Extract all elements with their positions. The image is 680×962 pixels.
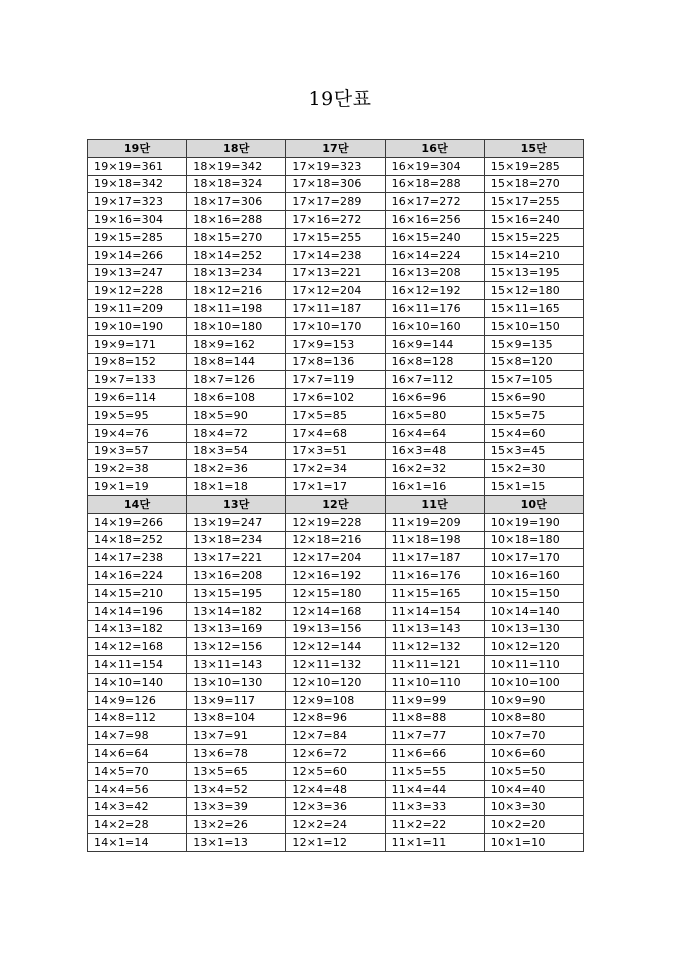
table-cell: 18×5=90	[187, 406, 286, 424]
table-cell: 11×10=110	[385, 673, 484, 691]
table-cell: 14×14=196	[88, 602, 187, 620]
table-cell: 15×6=90	[484, 389, 583, 407]
table-cell: 10×12=120	[484, 638, 583, 656]
table-cell: 19×5=95	[88, 406, 187, 424]
table-cell: 12×18=216	[286, 531, 385, 549]
table-cell: 10×11=110	[484, 656, 583, 674]
table-cell: 17×19=323	[286, 157, 385, 175]
table-cell: 16×2=32	[385, 460, 484, 478]
table-row	[88, 211, 584, 229]
table-row	[88, 762, 584, 780]
table-row	[88, 335, 584, 353]
table-row	[88, 193, 584, 211]
table-cell: 14×9=126	[88, 691, 187, 709]
table-cell: 16×6=96	[385, 389, 484, 407]
table-cell: 15×2=30	[484, 460, 583, 478]
table-row	[88, 780, 584, 798]
table-cell: 13×16=208	[187, 567, 286, 585]
table-cell: 19×1=19	[88, 478, 187, 496]
table-cell: 13×1=13	[187, 834, 286, 852]
table-cell: 17×12=204	[286, 282, 385, 300]
table-cell: 18×3=54	[187, 442, 286, 460]
table-row	[88, 228, 584, 246]
table-cell: 15×13=195	[484, 264, 583, 282]
table-cell: 15×15=225	[484, 228, 583, 246]
table-cell: 10×5=50	[484, 762, 583, 780]
table-row	[88, 745, 584, 763]
table-cell: 13×17=221	[187, 549, 286, 567]
table-row	[88, 371, 584, 389]
table-cell: 12×11=132	[286, 656, 385, 674]
table-cell: 13×10=130	[187, 673, 286, 691]
table-cell: 14×18=252	[88, 531, 187, 549]
table-cell: 11×9=99	[385, 691, 484, 709]
table-cell: 14×5=70	[88, 762, 187, 780]
table-cell: 11×2=22	[385, 816, 484, 834]
table-row	[88, 353, 584, 371]
table-cell: 10×19=190	[484, 513, 583, 531]
table-cell: 15×10=150	[484, 317, 583, 335]
table-cell: 15×11=165	[484, 300, 583, 318]
table-cell: 12×19=228	[286, 513, 385, 531]
table-cell: 10×15=150	[484, 584, 583, 602]
table-cell: 17×11=187	[286, 300, 385, 318]
table-cell: 15×1=15	[484, 478, 583, 496]
table-cell: 12×14=168	[286, 602, 385, 620]
table-cell: 12×6=72	[286, 745, 385, 763]
table-row	[88, 602, 584, 620]
table-cell: 14×15=210	[88, 584, 187, 602]
table-cell: 19×4=76	[88, 424, 187, 442]
table-cell: 18×13=234	[187, 264, 286, 282]
table-cell: 14×2=28	[88, 816, 187, 834]
table-row	[88, 175, 584, 193]
table-cell: 11×13=143	[385, 620, 484, 638]
table-row	[88, 673, 584, 691]
table-cell: 13×7=91	[187, 727, 286, 745]
table-row	[88, 531, 584, 549]
table-row	[88, 567, 584, 585]
table-cell: 16×11=176	[385, 300, 484, 318]
table-cell: 18×6=108	[187, 389, 286, 407]
table-row	[88, 709, 584, 727]
table-cell: 19×8=152	[88, 353, 187, 371]
table-cell: 14×3=42	[88, 798, 187, 816]
table-cell: 18×19=342	[187, 157, 286, 175]
table-cell: 10×13=130	[484, 620, 583, 638]
table-cell: 11×8=88	[385, 709, 484, 727]
table-cell: 17×14=238	[286, 246, 385, 264]
table-cell: 12×7=84	[286, 727, 385, 745]
column-header: 12단	[286, 495, 385, 513]
table-cell: 18×15=270	[187, 228, 286, 246]
table-cell: 19×14=266	[88, 246, 187, 264]
table-cell: 16×17=272	[385, 193, 484, 211]
table-cell: 18×17=306	[187, 193, 286, 211]
table-cell: 19×2=38	[88, 460, 187, 478]
table-cell: 16×19=304	[385, 157, 484, 175]
table-cell: 11×17=187	[385, 549, 484, 567]
multiplication-table	[87, 139, 584, 852]
table-cell: 16×18=288	[385, 175, 484, 193]
table-cell: 19×16=304	[88, 211, 187, 229]
column-header: 19단	[88, 140, 187, 158]
table-cell: 14×11=154	[88, 656, 187, 674]
table-cell: 14×8=112	[88, 709, 187, 727]
table-cell: 15×7=105	[484, 371, 583, 389]
table-cell: 17×6=102	[286, 389, 385, 407]
table-cell: 17×8=136	[286, 353, 385, 371]
table-cell: 15×4=60	[484, 424, 583, 442]
table-cell: 16×1=16	[385, 478, 484, 496]
table-row	[88, 834, 584, 852]
table-cell: 11×5=55	[385, 762, 484, 780]
table-cell: 13×3=39	[187, 798, 286, 816]
table-cell: 11×19=209	[385, 513, 484, 531]
table-row	[88, 691, 584, 709]
table-cell: 14×7=98	[88, 727, 187, 745]
table-cell: 14×1=14	[88, 834, 187, 852]
table-cell: 15×14=210	[484, 246, 583, 264]
table-cell: 13×4=52	[187, 780, 286, 798]
header-row	[88, 495, 584, 513]
table-cell: 15×3=45	[484, 442, 583, 460]
table-cell: 13×9=117	[187, 691, 286, 709]
column-header: 17단	[286, 140, 385, 158]
table-cell: 13×19=247	[187, 513, 286, 531]
table-cell: 13×6=78	[187, 745, 286, 763]
table-row	[88, 549, 584, 567]
table-cell: 17×1=17	[286, 478, 385, 496]
table-cell: 19×10=190	[88, 317, 187, 335]
table-cell: 17×2=34	[286, 460, 385, 478]
table-cell: 12×8=96	[286, 709, 385, 727]
table-cell: 13×14=182	[187, 602, 286, 620]
table-cell: 18×8=144	[187, 353, 286, 371]
table-cell: 19×11=209	[88, 300, 187, 318]
table-cell: 11×3=33	[385, 798, 484, 816]
table-cell: 19×9=171	[88, 335, 187, 353]
table-row	[88, 584, 584, 602]
table-cell: 16×8=128	[385, 353, 484, 371]
table-cell: 10×6=60	[484, 745, 583, 763]
table-cell: 17×17=289	[286, 193, 385, 211]
table-cell: 18×4=72	[187, 424, 286, 442]
table-cell: 15×19=285	[484, 157, 583, 175]
table-cell: 11×1=11	[385, 834, 484, 852]
table-cell: 17×7=119	[286, 371, 385, 389]
table-cell: 17×15=255	[286, 228, 385, 246]
table-cell: 10×16=160	[484, 567, 583, 585]
table-cell: 19×13=156	[286, 620, 385, 638]
table-cell: 19×18=342	[88, 175, 187, 193]
table-cell: 15×5=75	[484, 406, 583, 424]
table-cell: 12×5=60	[286, 762, 385, 780]
table-cell: 18×10=180	[187, 317, 286, 335]
table-cell: 13×2=26	[187, 816, 286, 834]
table-cell: 16×7=112	[385, 371, 484, 389]
table-cell: 12×16=192	[286, 567, 385, 585]
table-row	[88, 317, 584, 335]
table-cell: 14×19=266	[88, 513, 187, 531]
table-cell: 10×8=80	[484, 709, 583, 727]
table-cell: 11×7=77	[385, 727, 484, 745]
table-row	[88, 478, 584, 496]
table-cell: 10×4=40	[484, 780, 583, 798]
table-cell: 15×8=120	[484, 353, 583, 371]
table-cell: 12×3=36	[286, 798, 385, 816]
column-header: 13단	[187, 495, 286, 513]
column-header: 16단	[385, 140, 484, 158]
table-cell: 19×7=133	[88, 371, 187, 389]
table-cell: 12×9=108	[286, 691, 385, 709]
table-cell: 15×12=180	[484, 282, 583, 300]
table-row	[88, 442, 584, 460]
table-row	[88, 282, 584, 300]
table-cell: 17×18=306	[286, 175, 385, 193]
table-row	[88, 424, 584, 442]
table-cell: 19×17=323	[88, 193, 187, 211]
table-cell: 15×17=255	[484, 193, 583, 211]
table-row	[88, 727, 584, 745]
table-cell: 11×6=66	[385, 745, 484, 763]
table-row	[88, 389, 584, 407]
table-cell: 10×2=20	[484, 816, 583, 834]
table-row	[88, 246, 584, 264]
table-cell: 10×18=180	[484, 531, 583, 549]
table-cell: 13×5=65	[187, 762, 286, 780]
column-header: 11단	[385, 495, 484, 513]
header-row	[88, 140, 584, 158]
table-cell: 12×1=12	[286, 834, 385, 852]
table-body	[88, 140, 584, 852]
table-cell: 12×15=180	[286, 584, 385, 602]
table-cell: 17×5=85	[286, 406, 385, 424]
table-row	[88, 157, 584, 175]
table-row	[88, 638, 584, 656]
table-cell: 11×12=132	[385, 638, 484, 656]
table-cell: 10×7=70	[484, 727, 583, 745]
column-header: 15단	[484, 140, 583, 158]
table-row	[88, 513, 584, 531]
table-cell: 13×18=234	[187, 531, 286, 549]
table-cell: 16×13=208	[385, 264, 484, 282]
table-cell: 14×17=238	[88, 549, 187, 567]
table-cell: 12×4=48	[286, 780, 385, 798]
table-row	[88, 264, 584, 282]
table-cell: 12×12=144	[286, 638, 385, 656]
table-cell: 18×7=126	[187, 371, 286, 389]
table-cell: 18×12=216	[187, 282, 286, 300]
table-cell: 16×3=48	[385, 442, 484, 460]
table-cell: 11×16=176	[385, 567, 484, 585]
table-row	[88, 656, 584, 674]
table-cell: 18×14=252	[187, 246, 286, 264]
table-cell: 14×12=168	[88, 638, 187, 656]
table-cell: 19×3=57	[88, 442, 187, 460]
table-cell: 10×14=140	[484, 602, 583, 620]
table-cell: 16×15=240	[385, 228, 484, 246]
table-cell: 10×17=170	[484, 549, 583, 567]
table-cell: 19×13=247	[88, 264, 187, 282]
table-cell: 16×5=80	[385, 406, 484, 424]
table-cell: 13×15=195	[187, 584, 286, 602]
table-cell: 16×10=160	[385, 317, 484, 335]
table-cell: 13×11=143	[187, 656, 286, 674]
table-cell: 11×18=198	[385, 531, 484, 549]
column-header: 10단	[484, 495, 583, 513]
table-cell: 12×17=204	[286, 549, 385, 567]
table-cell: 17×9=153	[286, 335, 385, 353]
table-cell: 14×10=140	[88, 673, 187, 691]
table-cell: 10×9=90	[484, 691, 583, 709]
table-cell: 16×16=256	[385, 211, 484, 229]
table-cell: 14×13=182	[88, 620, 187, 638]
column-header: 18단	[187, 140, 286, 158]
table-cell: 16×9=144	[385, 335, 484, 353]
table-cell: 14×4=56	[88, 780, 187, 798]
table-row	[88, 620, 584, 638]
column-header: 14단	[88, 495, 187, 513]
table-cell: 19×19=361	[88, 157, 187, 175]
table-cell: 18×2=36	[187, 460, 286, 478]
table-cell: 19×15=285	[88, 228, 187, 246]
table-cell: 16×12=192	[385, 282, 484, 300]
table-cell: 17×4=68	[286, 424, 385, 442]
table-cell: 18×1=18	[187, 478, 286, 496]
table-cell: 19×12=228	[88, 282, 187, 300]
table-cell: 15×9=135	[484, 335, 583, 353]
table-cell: 18×16=288	[187, 211, 286, 229]
page-title: 19단표	[308, 88, 372, 110]
table-cell: 17×13=221	[286, 264, 385, 282]
table-cell: 11×14=154	[385, 602, 484, 620]
table-row	[88, 460, 584, 478]
table-cell: 10×3=30	[484, 798, 583, 816]
table-cell: 10×10=100	[484, 673, 583, 691]
table-cell: 11×4=44	[385, 780, 484, 798]
table-row	[88, 798, 584, 816]
table-cell: 16×4=64	[385, 424, 484, 442]
table-cell: 12×2=24	[286, 816, 385, 834]
table-cell: 14×16=224	[88, 567, 187, 585]
table-cell: 15×16=240	[484, 211, 583, 229]
table-row	[88, 816, 584, 834]
table-cell: 13×13=169	[187, 620, 286, 638]
table-cell: 19×6=114	[88, 389, 187, 407]
table-cell: 17×16=272	[286, 211, 385, 229]
table-cell: 11×15=165	[385, 584, 484, 602]
table-cell: 17×3=51	[286, 442, 385, 460]
table-cell: 13×8=104	[187, 709, 286, 727]
table-cell: 13×12=156	[187, 638, 286, 656]
table-cell: 17×10=170	[286, 317, 385, 335]
table-cell: 16×14=224	[385, 246, 484, 264]
table-cell: 10×1=10	[484, 834, 583, 852]
table-row	[88, 300, 584, 318]
table-cell: 18×11=198	[187, 300, 286, 318]
table-cell: 14×6=64	[88, 745, 187, 763]
table-cell: 15×18=270	[484, 175, 583, 193]
table-cell: 11×11=121	[385, 656, 484, 674]
table-row	[88, 406, 584, 424]
table-cell: 18×9=162	[187, 335, 286, 353]
table-cell: 18×18=324	[187, 175, 286, 193]
table-cell: 12×10=120	[286, 673, 385, 691]
